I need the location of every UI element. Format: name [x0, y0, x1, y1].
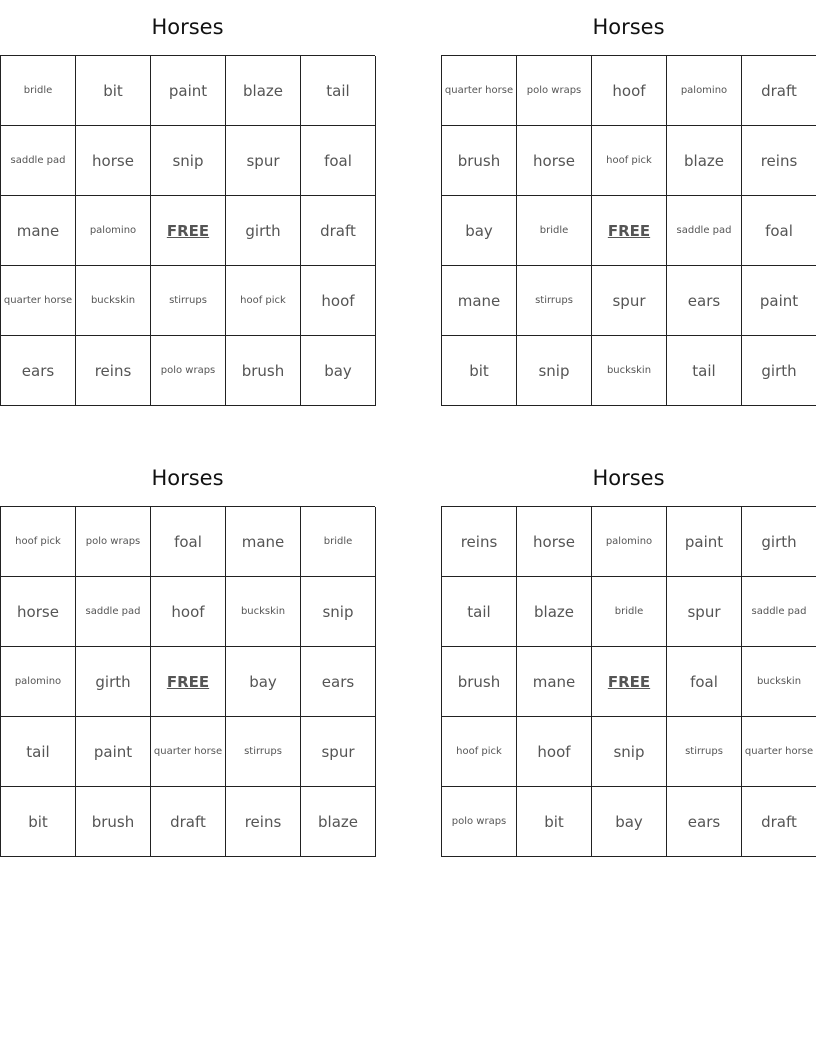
bingo-cell: quarter horse [151, 717, 226, 787]
card-title: Horses [592, 15, 665, 39]
bingo-cell: polo wraps [517, 56, 592, 126]
bingo-cell: horse [517, 126, 592, 196]
bingo-cell: quarter horse [442, 56, 517, 126]
bingo-cell: bay [226, 647, 301, 717]
bingo-cell: hoof pick [592, 126, 667, 196]
bingo-cell: ears [667, 787, 742, 857]
bingo-cell: mane [226, 507, 301, 577]
bingo-cell: quarter horse [742, 717, 816, 787]
bingo-cell: hoof pick [1, 507, 76, 577]
bingo-cell: horse [517, 507, 592, 577]
bingo-cell: hoof [151, 577, 226, 647]
bingo-cell: palomino [76, 196, 151, 266]
bingo-cell: polo wraps [151, 336, 226, 406]
free-space: FREE [592, 647, 667, 717]
bingo-cell: girth [742, 336, 816, 406]
bingo-cell: draft [301, 196, 376, 266]
bingo-cell: foal [151, 507, 226, 577]
bingo-grid [441, 506, 816, 857]
bingo-cell: paint [151, 56, 226, 126]
free-space: FREE [151, 196, 226, 266]
bingo-cell: hoof [517, 717, 592, 787]
bingo-cell: brush [442, 647, 517, 717]
bingo-cell: saddle pad [76, 577, 151, 647]
bingo-cell: buckskin [742, 647, 816, 717]
bingo-grid [441, 55, 816, 406]
bingo-cell: foal [667, 647, 742, 717]
bingo-cell: palomino [592, 507, 667, 577]
bingo-cell: saddle pad [742, 577, 816, 647]
bingo-cell: tail [667, 336, 742, 406]
bingo-cell: draft [742, 787, 816, 857]
bingo-cell: bit [442, 336, 517, 406]
card-title: Horses [151, 15, 224, 39]
bingo-cell: bay [301, 336, 376, 406]
bingo-cell: hoof [301, 266, 376, 336]
bingo-cell: palomino [1, 647, 76, 717]
bingo-cell: stirrups [517, 266, 592, 336]
bingo-cell: paint [742, 266, 816, 336]
bingo-cell: quarter horse [1, 266, 76, 336]
bingo-cell: mane [517, 647, 592, 717]
bingo-cell: snip [151, 126, 226, 196]
free-space: FREE [592, 196, 667, 266]
card-title: Horses [592, 466, 665, 490]
bingo-cell: bit [76, 56, 151, 126]
bingo-cell: girth [226, 196, 301, 266]
bingo-grid [0, 55, 375, 406]
bingo-cell: horse [76, 126, 151, 196]
bingo-cell: tail [301, 56, 376, 126]
bingo-card-2 [441, 0, 816, 406]
bingo-cell: spur [301, 717, 376, 787]
bingo-cell: polo wraps [442, 787, 517, 857]
bingo-cell: bit [517, 787, 592, 857]
bingo-card-3 [0, 451, 375, 857]
bingo-cell: hoof pick [442, 717, 517, 787]
bingo-cell: girth [742, 507, 816, 577]
bingo-cell: blaze [226, 56, 301, 126]
bingo-cell: saddle pad [1, 126, 76, 196]
bingo-cell: foal [742, 196, 816, 266]
bingo-cell: blaze [301, 787, 376, 857]
bingo-cell: paint [76, 717, 151, 787]
bingo-cell: snip [301, 577, 376, 647]
bingo-cell: tail [442, 577, 517, 647]
bingo-cell: buckskin [76, 266, 151, 336]
bingo-cell: saddle pad [667, 196, 742, 266]
bingo-cell: stirrups [667, 717, 742, 787]
bingo-cell: bridle [301, 507, 376, 577]
bingo-cell: bridle [592, 577, 667, 647]
bingo-cell: brush [226, 336, 301, 406]
bingo-cell: polo wraps [76, 507, 151, 577]
bingo-cell: bay [442, 196, 517, 266]
bingo-cell: horse [1, 577, 76, 647]
bingo-cell: brush [76, 787, 151, 857]
bingo-cell: bit [1, 787, 76, 857]
bingo-cell: reins [226, 787, 301, 857]
bingo-cell: buckskin [592, 336, 667, 406]
bingo-cell: spur [226, 126, 301, 196]
bingo-cell: blaze [517, 577, 592, 647]
bingo-cell: ears [1, 336, 76, 406]
bingo-cell: draft [742, 56, 816, 126]
bingo-cell: ears [667, 266, 742, 336]
bingo-cell: snip [517, 336, 592, 406]
bingo-cell: hoof [592, 56, 667, 126]
bingo-cell: ears [301, 647, 376, 717]
bingo-cell: hoof pick [226, 266, 301, 336]
bingo-cell: blaze [667, 126, 742, 196]
bingo-cell: spur [667, 577, 742, 647]
bingo-cell: brush [442, 126, 517, 196]
bingo-card-4 [441, 451, 816, 857]
bingo-cell: girth [76, 647, 151, 717]
bingo-cell: reins [76, 336, 151, 406]
bingo-cell: bridle [517, 196, 592, 266]
bingo-cell: snip [592, 717, 667, 787]
bingo-cell: mane [1, 196, 76, 266]
bingo-cell: paint [667, 507, 742, 577]
bingo-cell: tail [1, 717, 76, 787]
bingo-cell: reins [442, 507, 517, 577]
bingo-grid [0, 506, 375, 857]
bingo-cell: bay [592, 787, 667, 857]
bingo-cell: buckskin [226, 577, 301, 647]
bingo-card-1 [0, 0, 375, 406]
bingo-cell: stirrups [226, 717, 301, 787]
bingo-cell: mane [442, 266, 517, 336]
bingo-cell: spur [592, 266, 667, 336]
card-title: Horses [151, 466, 224, 490]
free-space: FREE [151, 647, 226, 717]
bingo-cell: foal [301, 126, 376, 196]
bingo-cell: draft [151, 787, 226, 857]
bingo-cell: reins [742, 126, 816, 196]
bingo-cell: palomino [667, 56, 742, 126]
bingo-cell: bridle [1, 56, 76, 126]
bingo-cell: stirrups [151, 266, 226, 336]
